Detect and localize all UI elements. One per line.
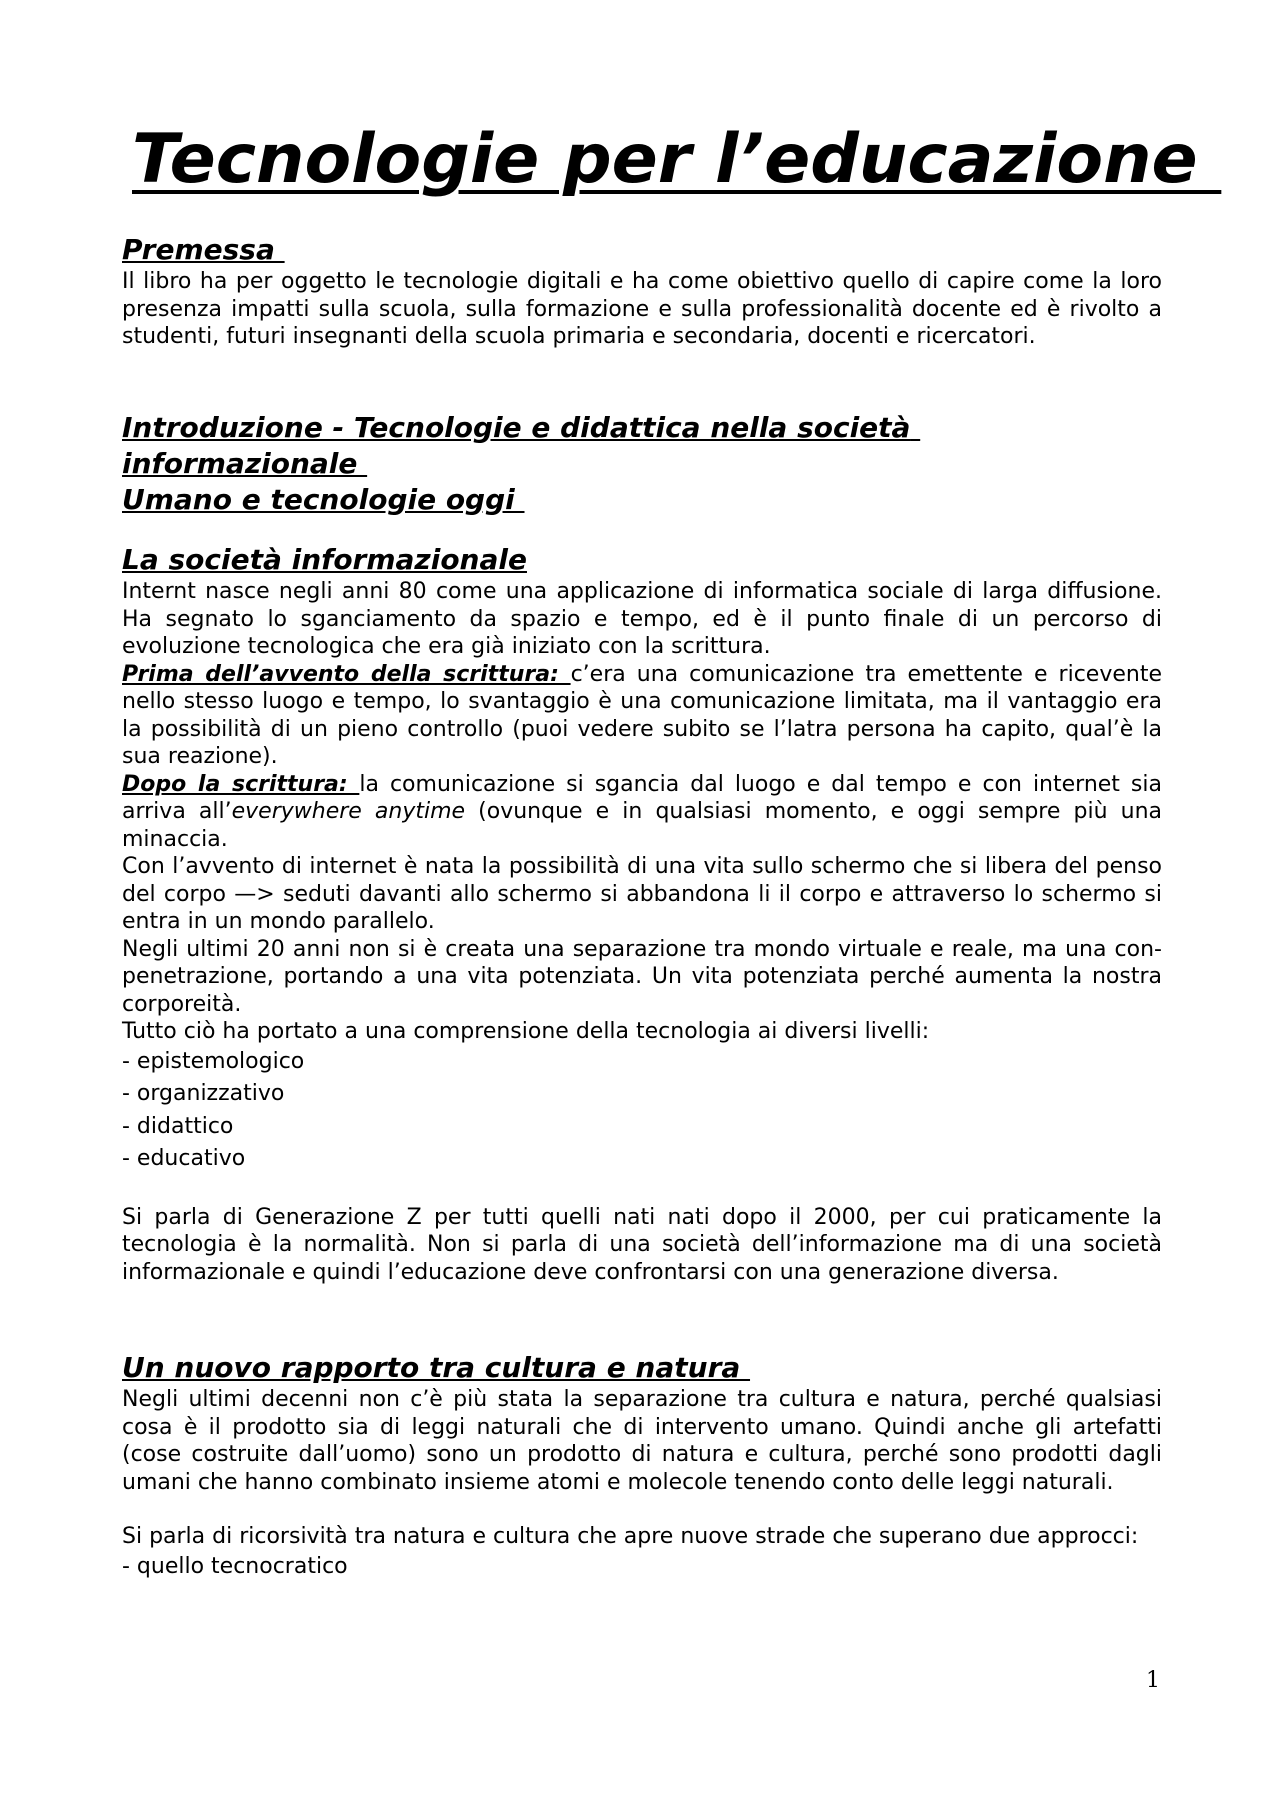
document-title: Tecnologie per l’educazione [132,120,1222,199]
list-item: - didattico [122,1113,234,1139]
dopo-scrittura-text-b: (ovunque e in qualsiasi momento, e oggi sempre più una minaccia. [122,799,1162,852]
intro-subheading: Umano e tecnologie oggi [122,483,525,516]
premessa-heading: Premessa [122,233,285,266]
prima-scrittura-label: Prima dell’avvento della scrittura: [122,661,571,687]
premessa-text: Il libro ha per oggetto le tecnologie digitali e ha come obiettivo quello di capire come la loro presenza impatti sulla scuola, sulla formazione e sulla professionalità docente ed è rivolto a studenti, futuri insegnanti della scuola primaria e secondaria, docenti e ricercatori. [122,269,1162,349]
section-premessa [122,232,1162,351]
page-number: 1 [1146,1668,1160,1693]
rapporto-paragraph-1: Negli ultimi decenni non c’è più stata la separazione tra cultura e natura, perché qualsiasi cosa è il prodotto sia di leggi naturali che di intervento umano. Quindi anche gli artefatti (cose costruite dall’uomo) sono un prodotto di natura e cultura, perché sono prodotti dagli umani che hanno combinato insieme atomi e molecole tenendo conto delle leggi naturali. [122,1387,1162,1495]
everywhere-anytime: everywhere anytime [231,799,466,824]
list-item: - organizzativo [122,1081,285,1106]
societa-paragraph-2 [122,661,1162,771]
section-intro [122,410,1162,518]
intro-heading: Introduzione - Tecnologie e didattica nella società informazionale [122,411,921,480]
societa-paragraph-3 [122,771,1162,854]
societa-paragraph-7: Si parla di Generazione Z per tutti quelli nati nati dopo il 2000, per cui praticamente la tecnologia è la normalità. Non si parla di una società dell’informazione ma di una società informazionale e quindi l’educazione deve confrontarsi con una generazione diversa. [122,1204,1162,1285]
prima-scrittura-text: c’era una comunicazione tra emettente e ricevente nello stesso luogo e tempo, lo svantaggio è una comunicazione limitata, ma il vantaggio era la possibilità di un pieno controllo (puoi vedere subito se l’latra persona ha capito, qual’è la sua reazione). [122,661,1162,769]
societa-paragraph-6: Tutto ciò ha portato a una comprensione della tecnologia ai diversi livelli: [122,1019,930,1044]
rapporto-heading: Un nuovo rapporto tra cultura e natura [122,1351,751,1384]
rapporto-paragraph-2: Si parla di ricorsività tra natura e cultura che apre nuove strade che superano due approcci: [122,1524,1139,1549]
list-item: - quello tecnocratico [122,1553,348,1579]
societa-paragraph-5: Negli ultimi 20 anni non si è creata una separazione tra mondo virtuale e reale, ma una con-penetrazione, portando a una vita potenziata. Un vita potenziata perché aumenta la nostra corporeità. [122,936,1162,1017]
approaches-list [122,1551,1162,1584]
societa-paragraph-4: Con l’avvento di internet è nata la possibilità di una vita sullo schermo che si libera del penso del corpo —> seduti davanti allo schermo si abbandona li il corpo e attraverso lo schermo si entra in un mondo parallelo. [122,854,1162,934]
societa-paragraph-1: Internt nasce negli anni 80 come una applicazione di informatica sociale di larga diffusione. Ha segnato lo sganciamento da spazio e tempo, ed è il punto finale di un percorso di evoluzione tecnologica che era già iniziato con la scrittura. [122,579,1162,659]
societa-heading: La società informazionale [122,543,527,576]
dopo-scrittura-label: Dopo la scrittura: [122,771,360,797]
dopo-scrittura-text-a: la comunicazione si sgancia dal luogo e dal tempo e con internet sia arriva all’ [122,771,1162,824]
section-societa [122,542,1162,1286]
list-item: - epistemologico [122,1048,305,1074]
section-rapporto [122,1350,1162,1583]
list-item: - educativo [122,1146,246,1171]
levels-list [122,1046,1162,1176]
